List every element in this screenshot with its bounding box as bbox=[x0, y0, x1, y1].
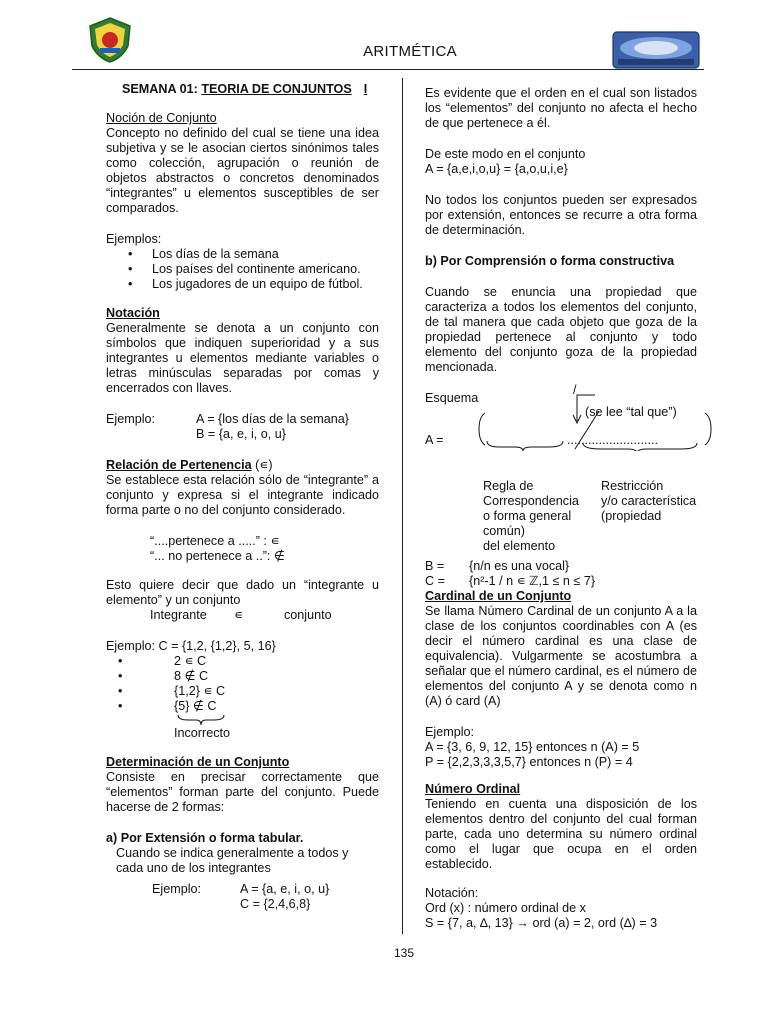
c-label: C = bbox=[425, 574, 445, 588]
extension-paragraph: Cuando se indica generalmente a todos y cada uno de los integrantes bbox=[116, 846, 349, 875]
extension-heading: a) Por Extensión o forma tabular. bbox=[106, 831, 304, 845]
determinacion-heading: Determinación de un Conjunto bbox=[106, 755, 290, 769]
integrante-row bbox=[106, 608, 379, 623]
regla-line: o forma general bbox=[483, 509, 572, 523]
right-column bbox=[425, 86, 697, 931]
integrante-label: Integrante bbox=[150, 608, 207, 622]
evidente-paragraph: Es evidente que el orden en el cual son listados los “elementos” del conjunto no afecta el hecho de que pertenece a él. bbox=[425, 86, 697, 130]
determinacion-paragraph: Consiste en precisar correctamente que “elementos” forman parte del conjunto. Puede hacerse de 2 formas: bbox=[106, 770, 379, 814]
esto-quiere-paragraph: Esto quiere decir que dado un “integrante u elemento” y un conjunto bbox=[106, 578, 379, 607]
c-items-list bbox=[106, 654, 379, 714]
comprension-paragraph: Cuando se enuncia una propiedad que caracteriza a todos los elementos del conjunto, de tal manera que cada objeto que goza de la propiedad pertenece al conjunto y todo elemento del conjunto goza de la propiedad mencionada. bbox=[425, 285, 697, 374]
card-a: A = {3, 6, 9, 12, 15} entonces n (A) = 5 bbox=[425, 740, 640, 754]
left-column bbox=[106, 82, 379, 912]
ord-definition: Ord (x) : número ordinal de x bbox=[425, 901, 586, 915]
list-item: • Los días de la semana bbox=[128, 247, 379, 262]
section-heading bbox=[106, 82, 379, 97]
incorrecto-label: Incorrecto bbox=[174, 726, 230, 740]
incorrecto-brace bbox=[106, 714, 379, 726]
ejemplo-a: A = {los días de la semana} bbox=[196, 412, 349, 426]
school-crest-logo bbox=[86, 16, 134, 64]
regla-label bbox=[483, 479, 579, 554]
ext-a: A = {a, e, i, o, u} bbox=[240, 882, 330, 896]
integrante-symbol: ∊ bbox=[234, 608, 244, 622]
regla-line: del elemento bbox=[483, 539, 556, 553]
c-value: {n²-1 / n ∊ ℤ,1 ≤ n ≤ 7} bbox=[469, 574, 596, 588]
list-item: • {1,2} ∊ C bbox=[118, 684, 379, 699]
pertenencia-paragraph: Se establece esta relación sólo de “integrante” a conjunto y expresa si el integrante indicado forma parte o no del conjunto considerado. bbox=[106, 473, 379, 517]
card-ejemplo-label: Ejemplo: bbox=[425, 725, 474, 739]
esquema-label: Esquema bbox=[425, 391, 479, 405]
pertenencia-title: Relación de Pertenencia bbox=[106, 458, 252, 472]
list-item: • {5} ∉ C bbox=[118, 699, 379, 714]
comprension-heading: b) Por Comprensión o forma constructiva bbox=[425, 254, 675, 268]
list-item: • Los países del continente americano. bbox=[128, 262, 379, 277]
ejemplo-label: Ejemplo: bbox=[106, 412, 155, 426]
ordinal-paragraph: Teniendo en cuenta una disposición de los elementos dentro del conjunto del cual forman parte, cada uno determina su número ordinal como el lugar que ocupa en el orden establecido. bbox=[425, 797, 697, 871]
notacion-heading: Notación bbox=[106, 306, 160, 320]
list-item: • 8 ∉ C bbox=[118, 669, 379, 684]
ext-ejemplo-block bbox=[106, 882, 379, 912]
b-value: {n/n es una vocal} bbox=[469, 559, 570, 573]
ext-c: C = {2,4,6,8} bbox=[240, 897, 311, 911]
publisher-logo bbox=[612, 28, 700, 70]
regla-line: Regla de bbox=[483, 479, 534, 493]
slash-symbol: / bbox=[573, 383, 577, 397]
restriccion-line: Restricción bbox=[601, 479, 664, 493]
b-label: B = bbox=[425, 559, 445, 573]
cardinal-paragraph: Se llama Número Cardinal de un conjunto A a la clase de los conjuntos coordinables con A (es decir el número cardinal es una clase de equivalencia). Vulgarmente se acostumbra a señalar que el número cardinal, es el número de elementos del conjunto A y se denota como n (A) ó card (A) bbox=[425, 604, 697, 708]
cardinal-heading: Cardinal de un Conjunto bbox=[425, 589, 572, 603]
regla-line: común) bbox=[483, 524, 525, 538]
semana-label: SEMANA 01: bbox=[122, 82, 202, 96]
ejemplo-b: B = {a, e, i, o, u} bbox=[196, 427, 286, 441]
restriccion-line: (propiedad bbox=[601, 509, 662, 523]
restriccion-line: y/o característica bbox=[601, 494, 697, 508]
esquema-diagram bbox=[425, 383, 697, 553]
no-todos-paragraph: No todos los conjuntos pueden ser expresados por extensión, entonces se recurre a otra forma de determinación. bbox=[425, 193, 697, 237]
restriccion-label bbox=[601, 479, 696, 524]
nocion-heading: Noción de Conjunto bbox=[106, 111, 217, 125]
ext-ejemplo-label: Ejemplo: bbox=[152, 882, 201, 896]
conjunto-label: conjunto bbox=[284, 608, 332, 622]
header-rule bbox=[72, 69, 704, 70]
semana-mark: I bbox=[363, 82, 368, 96]
notacion-paragraph: Generalmente se denota a un conjunto con símbolos que indiquen superioridad y a sus integrantes u elementos mediante variables o letras minúsculas separadas por comas y encerrados con llaves. bbox=[106, 321, 379, 395]
esquema-braces bbox=[477, 391, 713, 451]
ejemplos-label: Ejemplos: bbox=[106, 232, 162, 246]
list-item: • Los jugadores de un equipo de fútbol. bbox=[128, 277, 379, 292]
page-number: 135 bbox=[393, 946, 415, 960]
page-title: ARITMÉTICA bbox=[363, 43, 457, 60]
ordinal-heading: Número Ordinal bbox=[425, 782, 521, 796]
ord-example: S = {7, a, ∆, 13} → ord (a) = 2, ord (∆) = 3 bbox=[425, 916, 658, 930]
pertenencia-heading bbox=[106, 458, 379, 473]
nocion-paragraph: Concepto no definido del cual se tiene una idea subjetiva y se le asocian ciertos sinónimos tales como colección, agrupación o reunión de objetos abstractos o concretos denominados “integrantes” u elementos susceptibles de ser comparados. bbox=[106, 126, 379, 215]
ejemplos-list bbox=[106, 247, 379, 292]
tal-que-label: (se lee “tal que”) bbox=[585, 405, 677, 419]
column-divider bbox=[402, 78, 403, 934]
semana-title: TEORIA DE CONJUNTOS bbox=[201, 82, 352, 96]
a-equals: A = bbox=[425, 433, 444, 447]
pertenencia-symbol: (∊) bbox=[255, 458, 273, 472]
c-definition bbox=[425, 574, 697, 589]
dots-placeholder: .......................... bbox=[567, 433, 658, 447]
list-item: • 2 ∊ C bbox=[118, 654, 379, 669]
ejemplo-block bbox=[106, 412, 379, 442]
modo-line: De este modo en el conjunto bbox=[425, 147, 586, 161]
card-p: P = {2,2,3,3,3,5,7} entonces n (P) = 4 bbox=[425, 755, 633, 769]
no-pertenece-line: “... no pertenece a ..”: ∉ bbox=[150, 549, 285, 563]
regla-line: Correspondencia bbox=[483, 494, 579, 508]
pertenece-line: “....pertenece a .....” : ∊ bbox=[150, 534, 280, 548]
ejemplo-c: Ejemplo: C = {1,2, {1,2}, 5, 16} bbox=[106, 639, 276, 653]
modo-equation: A = {a,e,i,o,u} = {a,o,u,i,e} bbox=[425, 162, 568, 176]
b-definition bbox=[425, 559, 697, 574]
notacion-label: Notación: bbox=[425, 886, 479, 900]
